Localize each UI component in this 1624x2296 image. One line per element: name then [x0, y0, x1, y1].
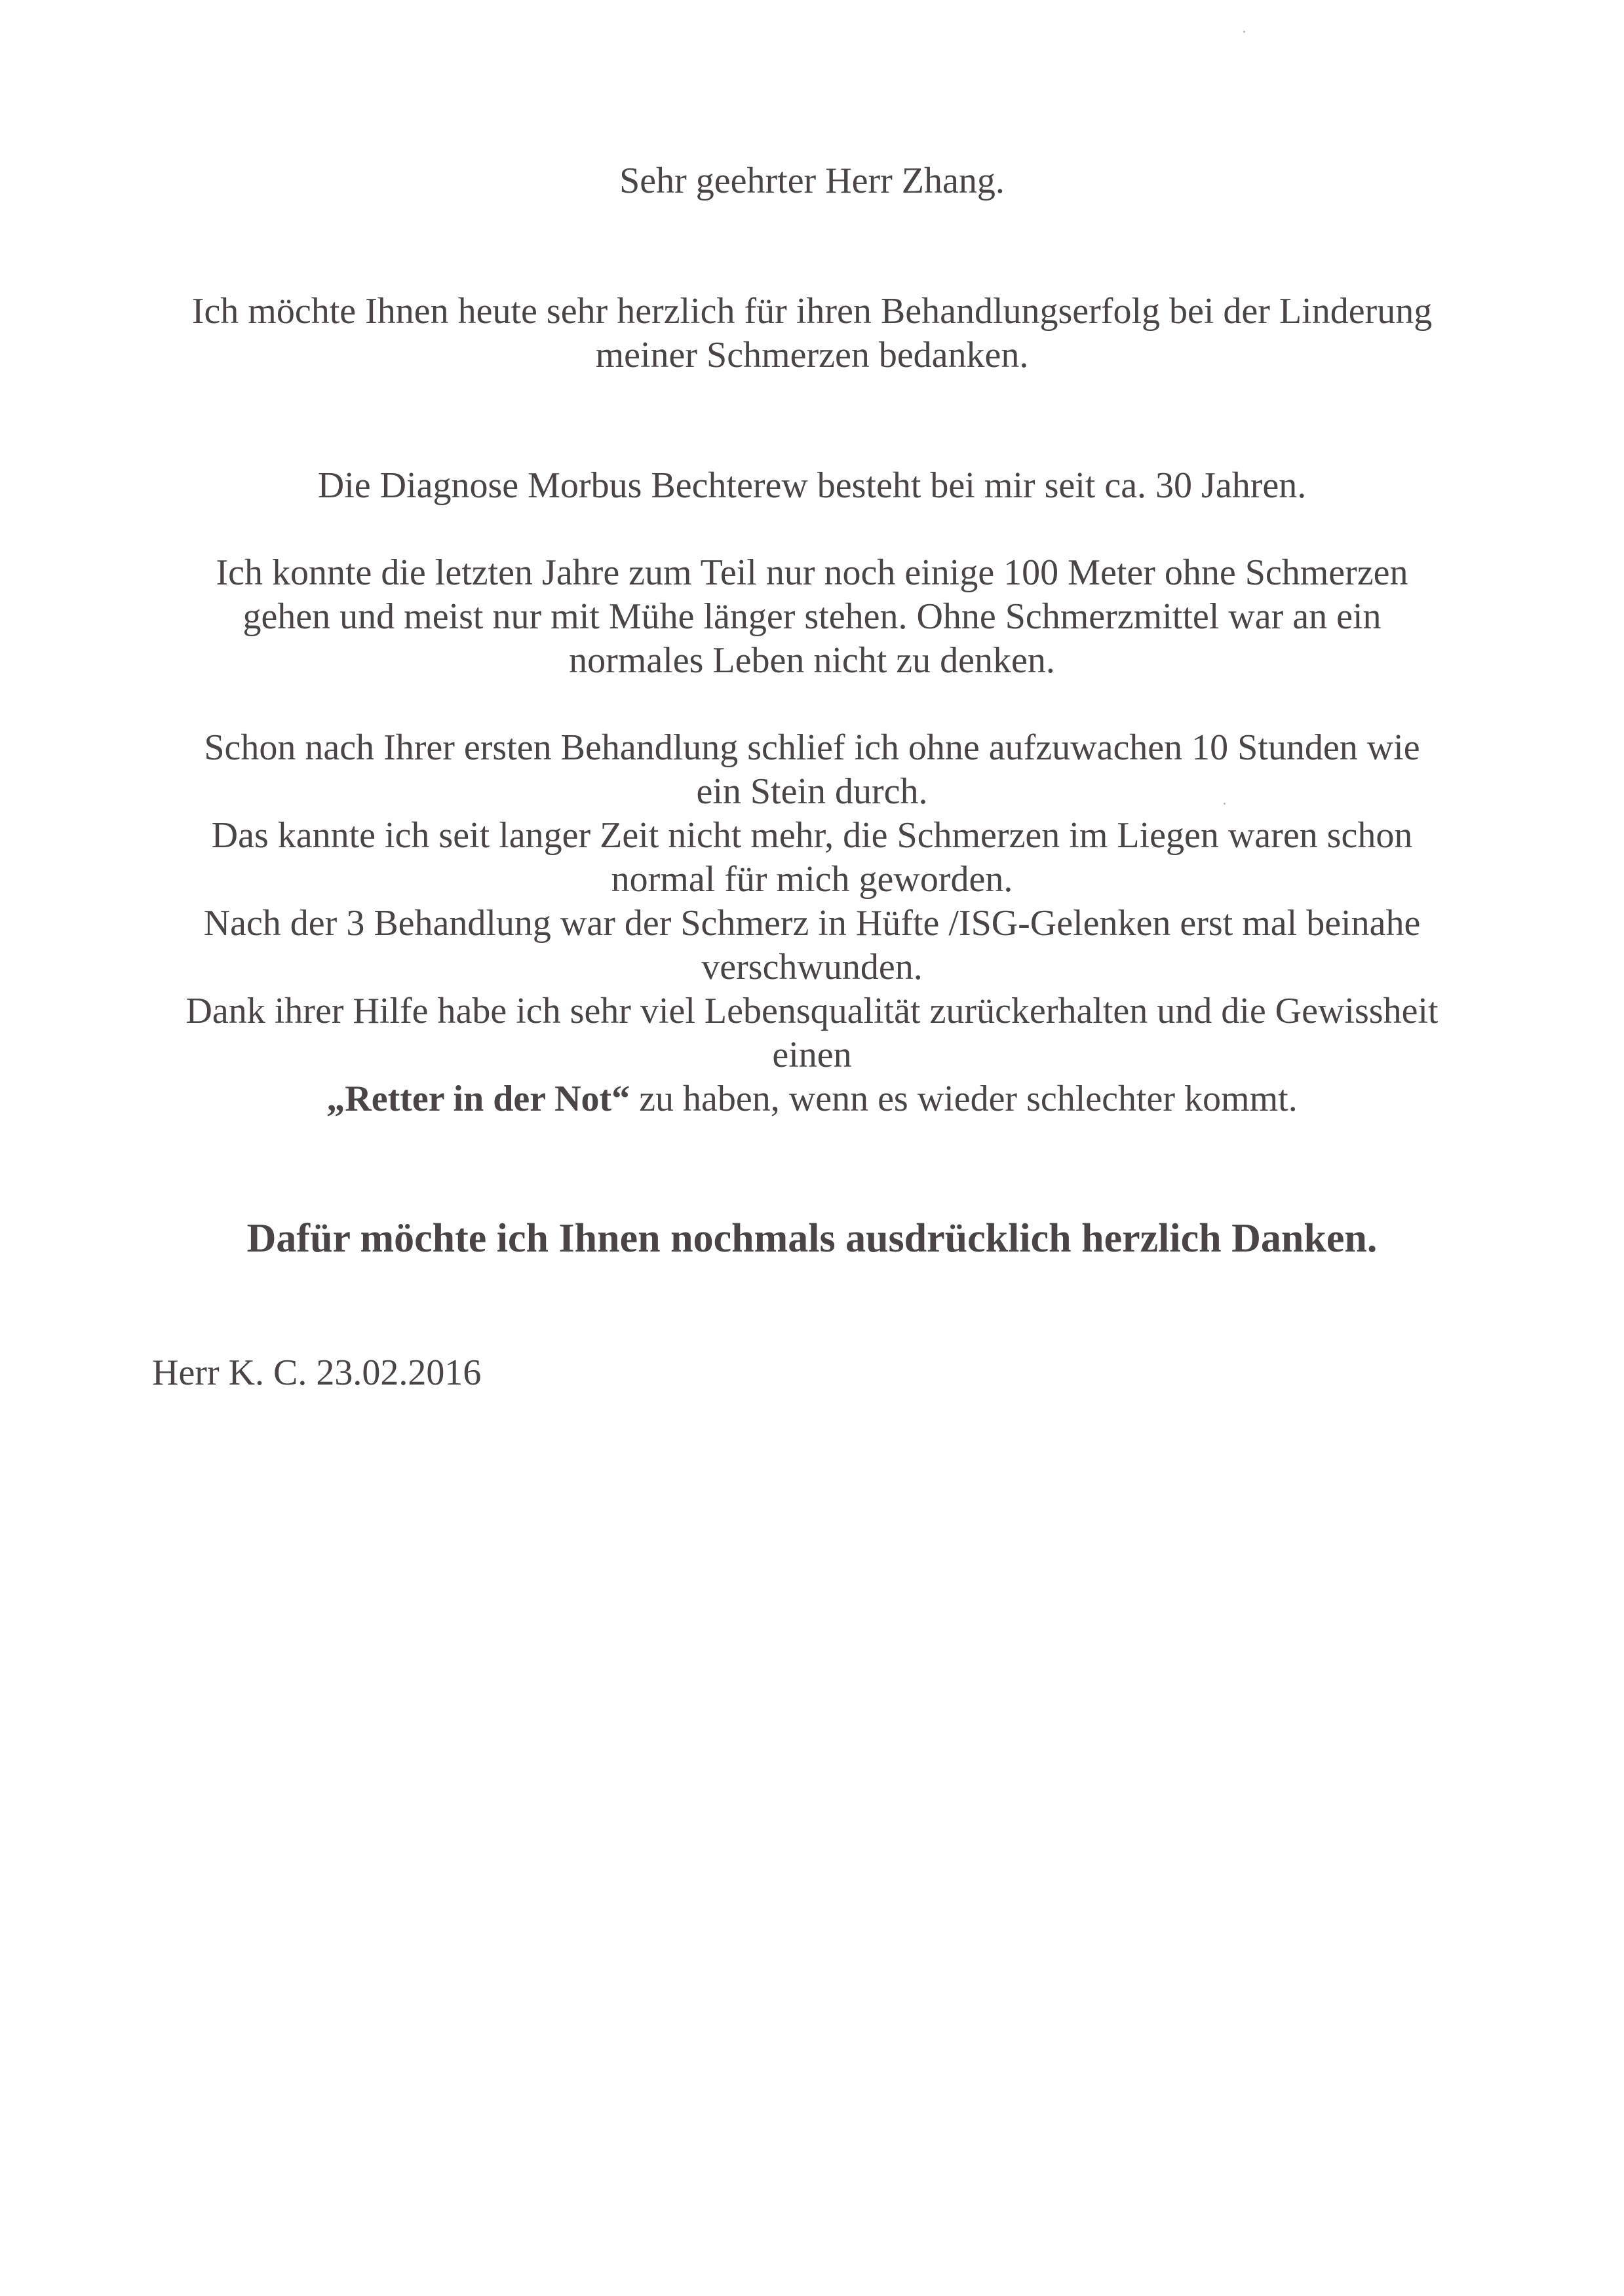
results-line-1: Schon nach Ihrer ersten Behandlung schlief ich ohne aufzuwachen 10 Stunden wie [204, 727, 1420, 768]
history-line-2: gehen und meist nur mit Mühe länger stehen. Ohne Schmerzmittel war an ein [242, 596, 1382, 637]
rescuer-rest: zu haben, wenn es wieder schlechter kommt. [630, 1079, 1298, 1119]
rescuer-emphasis: „Retter in der Not“ [326, 1079, 630, 1119]
closing-statement: Dafür möchte ich Ihnen nochmals ausdrücklich herzlich Danken. [246, 1216, 1378, 1261]
scan-speck [1224, 803, 1226, 805]
results-line-6: verschwunden. [701, 947, 923, 987]
thanks-line-2: meiner Schmerzen bedanken. [595, 335, 1029, 375]
thanks-line-1: Ich möchte Ihnen heute sehr herzlich für ihren Behandlungserfolg bei der Linderung [191, 291, 1433, 332]
salutation: Sehr geehrter Herr Zhang. [619, 161, 1005, 201]
signature-date: Herr K. C. 23.02.2016 [152, 1352, 482, 1393]
results-line-7: Dank ihrer Hilfe habe ich sehr viel Lebensqualität zurückerhalten und die Gewissheit [185, 991, 1439, 1031]
rescuer-line [0, 1077, 1624, 1120]
results-line-8: einen [772, 1035, 852, 1075]
history-line-3: normales Leben nicht zu denken. [569, 640, 1055, 681]
results-line-4: normal für mich geworden. [611, 859, 1013, 900]
history-line-1: Ich konnte die letzten Jahre zum Teil nur noch einige 100 Meter ohne Schmerzen [216, 552, 1408, 593]
diagnosis-line: Die Diagnose Morbus Bechterew besteht bei mir seit ca. 30 Jahren. [317, 465, 1307, 506]
scan-speck [1243, 31, 1245, 33]
results-line-3: Das kannte ich seit langer Zeit nicht mehr, die Schmerzen im Liegen waren schon [211, 815, 1413, 856]
results-line-5: Nach der 3 Behandlung war der Schmerz in Hüfte /ISG-Gelenken erst mal beinahe [203, 903, 1421, 944]
results-line-2: ein Stein durch. [696, 771, 928, 812]
